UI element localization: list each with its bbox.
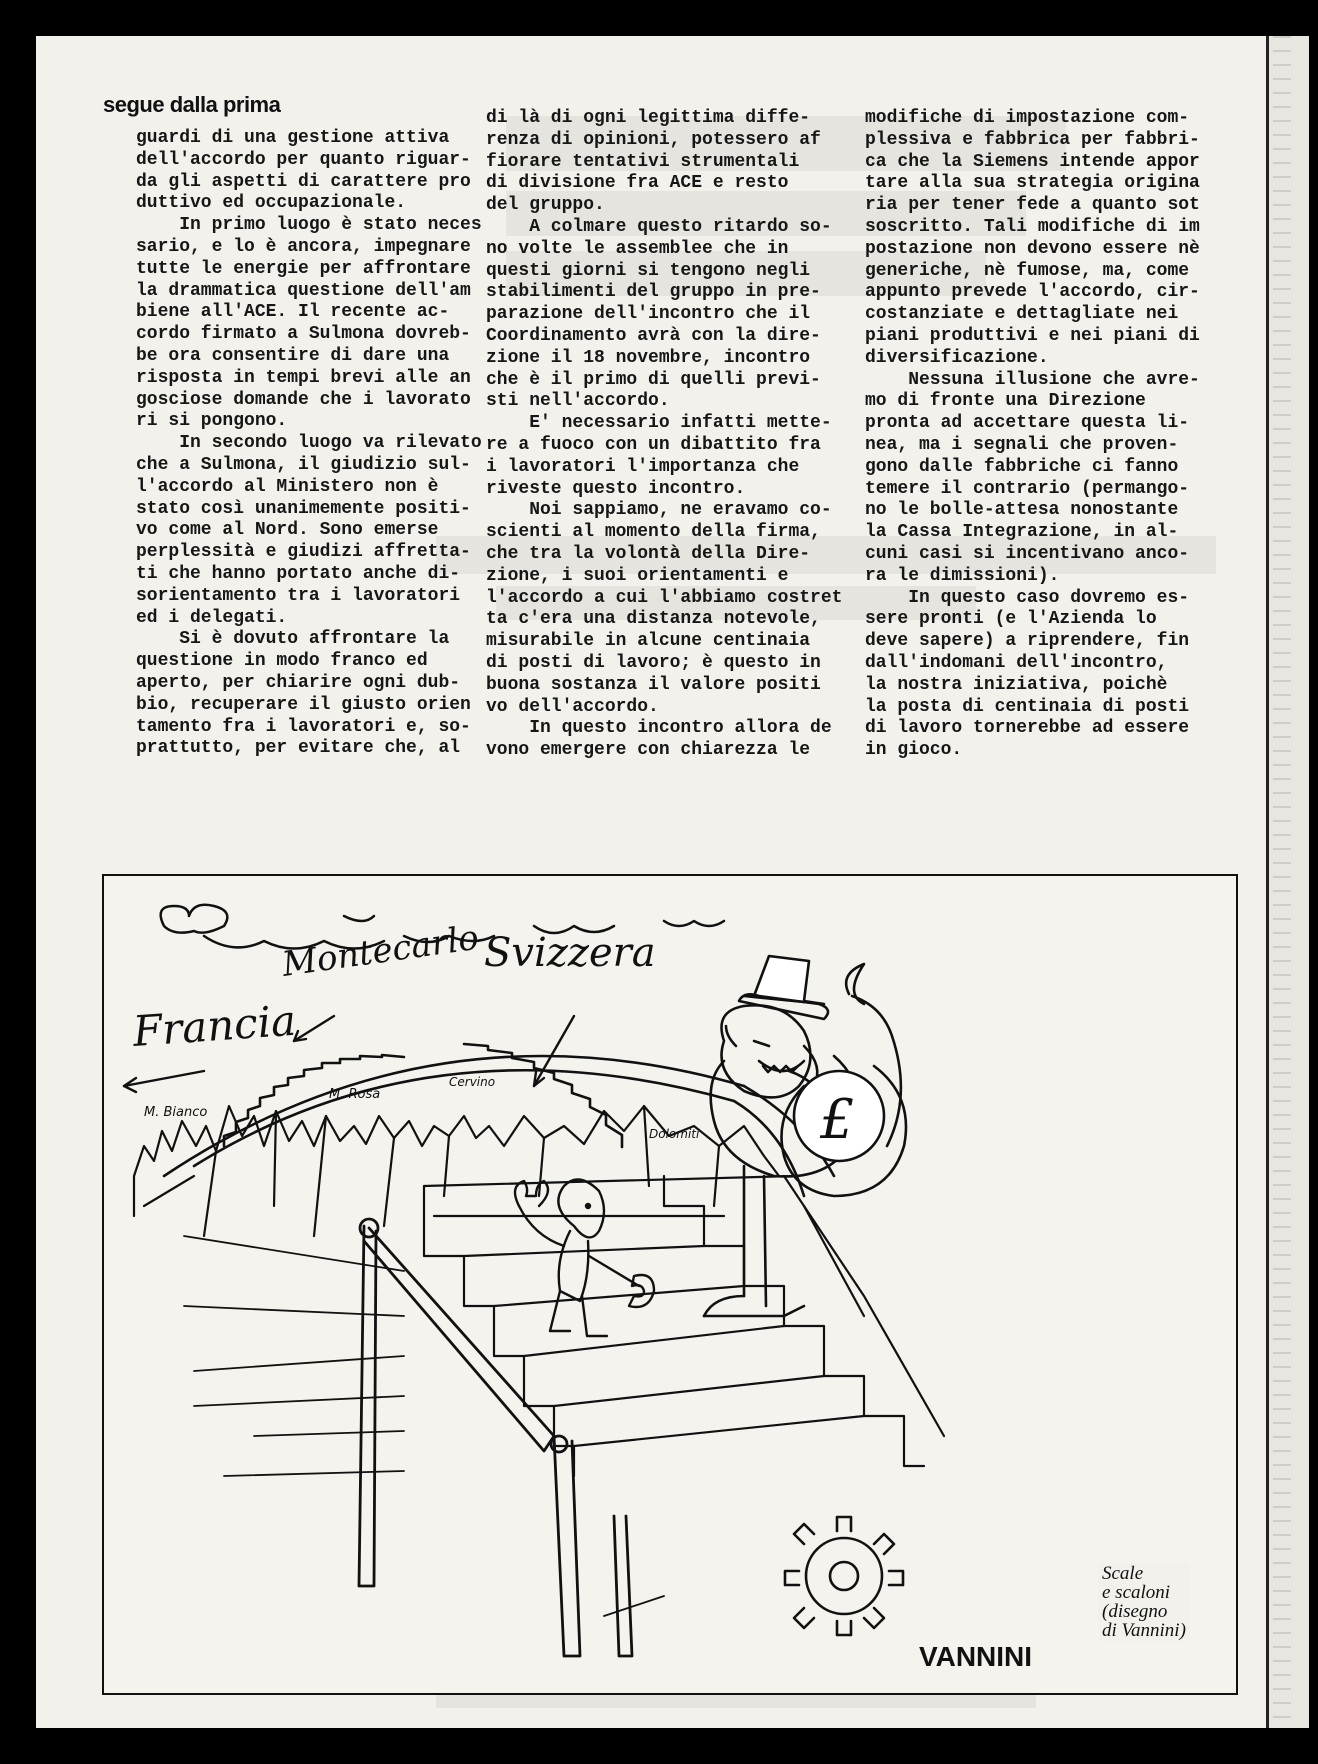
text-line: questi giorni si tengono negli [486,260,811,281]
text-line: piani produttivi e nei piani di [865,325,1200,346]
text-line: scienti al momento della firma, [486,522,821,543]
caption-line-1: Scale [1102,1563,1144,1584]
lever-crank [359,1219,632,1656]
text-line: appunto prevede l'accordo, cir- [865,282,1200,303]
text-line: ria per tener fede a quanto sot [865,195,1200,216]
text-line: In questo incontro allora de [486,718,832,739]
text-line: E' necessario infatti mette- [486,413,832,434]
text-line: del gruppo. [486,195,605,216]
text-line: In questo caso dovremo es- [865,587,1190,608]
text-line: Si è dovuto affrontare la [136,629,450,650]
text-line: zione, i suoi orientamenti e [486,565,789,586]
text-line: Noi sappiamo, ne eravamo co- [486,500,832,521]
text-line: fiorare tentativi strumentali [486,151,800,172]
text-line: tamento fra i lavoratori e, so- [136,716,471,737]
caption-line-2: e scaloni [1102,1582,1171,1603]
text-line: stabilimenti del gruppo in pre- [486,282,821,303]
text-line: stato così unanimemente positi- [136,498,471,519]
text-line: ca che la Siemens intende appor [865,151,1200,172]
text-line: sario, e lo è ancora, impegnare [136,236,471,257]
text-line: dall'indomani dell'incontro, [865,652,1168,673]
text-line: perplessità e giudizi affretta- [136,542,471,563]
text-line: dell'accordo per quanto riguar- [136,149,471,170]
text-line: re a fuoco con un dibattito fra [486,434,821,455]
text-line: buona sostanza il valore positi [486,674,821,695]
arrow-montecarlo [294,1016,334,1041]
label-m-bianco: M. Bianco [144,1105,208,1120]
text-line: vo dell'accordo. [486,696,659,717]
text-line: parazione dell'incontro che il [486,304,811,325]
article-column-2 [486,108,842,762]
text-line: l'accordo al Ministero non è [136,476,439,497]
text-line: tare alla sua strategia origina [865,173,1200,194]
text-line: questione in modo franco ed [136,651,428,672]
adjacent-page-edge [1266,36,1309,1728]
text-line: la drammatica questione dell'am [136,280,471,301]
text-line: no le bolle-attesa nonostante [865,500,1179,521]
text-line: temere il contrario (permango- [865,478,1190,499]
text-line: prattutto, per evitare che, al [136,738,461,759]
text-line: deve sapere) a riprendere, fin [865,631,1190,652]
label-francia: Francia [131,995,298,1056]
text-line: tutte le energie per affrontare [136,258,471,279]
text-line: sere pronti (e l'Azienda lo [865,609,1157,630]
text-line: modifiche di impostazione com- [865,108,1190,128]
text-line: risposta in tempi brevi alle an [136,367,471,388]
text-line: Coordinamento avrà con la dire- [486,325,821,346]
text-line: che tra la volontà della Dire- [486,543,811,564]
text-line: Nessuna illusione che avre- [865,369,1200,390]
text-line: in gioco. [865,740,963,761]
text-line: vo come al Nord. Sono emerse [136,520,439,541]
label-cervino: Cervino [449,1075,496,1089]
text-line: mo di fronte una Direzione [865,391,1146,412]
text-line: ti che hanno portato anche di- [136,563,461,584]
text-line: di divisione fra ACE e resto [486,173,789,194]
text-line: che a Sulmona, il giudizio sul- [136,454,471,475]
text-line: diversificazione. [865,347,1049,368]
text-line: gono dalle fabbriche ci fanno [865,456,1179,477]
text-line: la posta di centinaia di posti [865,696,1190,717]
text-line: duttivo ed occupazionale. [136,193,407,214]
worker-figure [515,1180,654,1336]
text-line: i lavoratori l'importanza che [486,456,800,477]
text-line: di posti di lavoro; è questo in [486,652,821,673]
text-line: zione il 18 novembre, incontro [486,347,811,368]
cartoon-drawing [104,876,1240,1697]
text-line: be ora consentire di dare una [136,345,450,366]
continuation-heading: segue dalla prima [103,92,281,117]
ground-lines [184,1236,664,1616]
label-montecarlo: Montecarlo [279,917,482,985]
text-line: renza di opinioni, potessero af [486,129,821,150]
text-line: aperto, per chiarire ogni dub- [136,672,461,693]
article-column-3 [865,108,1200,762]
text-line: guardi di una gestione attiva [136,128,450,148]
arch-bridge [164,1044,834,1196]
cartoon-illustration [102,874,1238,1695]
gear [785,1517,903,1635]
artist-signature: VANNINI [919,1641,1033,1672]
label-dolomiti: Dolomiti [649,1127,700,1141]
text-line: biene all'ACE. Il recente ac- [136,302,450,323]
text-line: pronta ad accettare questa li- [865,413,1190,434]
text-line: la Cassa Integrazione, in al- [865,522,1179,543]
pound-symbol: £ [820,1088,855,1151]
text-line: ri si pongono. [136,411,288,432]
text-line: In secondo luogo va rilevato [136,433,482,454]
article-column-1 [136,128,482,760]
text-line: ed i delegati. [136,607,288,628]
label-svizzera: Svizzera [484,930,656,976]
text-line: vono emergere con chiarezza le [486,740,811,761]
cartoon-caption [1098,1562,1190,1642]
text-line: gosciose domande che i lavorato [136,389,471,410]
text-line: postazione non devono essere nè [865,238,1200,259]
text-line: cordo firmato a Sulmona dovreb- [136,324,471,345]
text-line: bio, recuperare il giusto orien [136,694,471,715]
text-line: ra le dimissioni). [865,565,1060,586]
caption-line-3: (disegno [1102,1601,1168,1622]
text-line: l'accordo a cui l'abbiamo costret [486,587,843,608]
text-line: A colmare questo ritardo so- [486,216,832,237]
text-line: riveste questo incontro. [486,478,746,499]
text-line: plessiva e fabbrica per fabbri- [865,129,1200,150]
text-line: sorientamento tra i lavoratori [136,585,461,606]
text-line: In primo luogo è stato neces [136,215,482,236]
text-line: misurabile in alcune centinaia [486,631,811,652]
text-line: no volte le assemblee che in [486,238,789,259]
label-m-rosa: M. Rosa [329,1087,381,1102]
capitalist-figure [704,956,906,1316]
text-line: nea, ma i segnali che proven- [865,434,1179,455]
text-line: ta c'era una distanza notevole, [486,609,821,630]
staircase [424,1176,944,1476]
text-line: di là di ogni legittima diffe- [486,108,811,128]
text-line: di lavoro tornerebbe ad essere [865,718,1190,739]
text-line: cuni casi si incentivano anco- [865,543,1190,564]
text-line: la nostra iniziativa, poichè [865,674,1168,695]
caption-line-4: di Vannini) [1102,1620,1186,1641]
text-line: sti nell'accordo. [486,391,670,412]
text-line: che è il primo di quelli previ- [486,369,821,390]
text-line: costanziate e dettagliate nei [865,304,1179,325]
text-line: da gli aspetti di carattere pro [136,171,471,192]
text-line: generiche, nè fumose, ma, come [865,260,1190,281]
text-line: soscritto. Tali modifiche di im [865,216,1200,237]
newspaper-page [36,36,1266,1728]
